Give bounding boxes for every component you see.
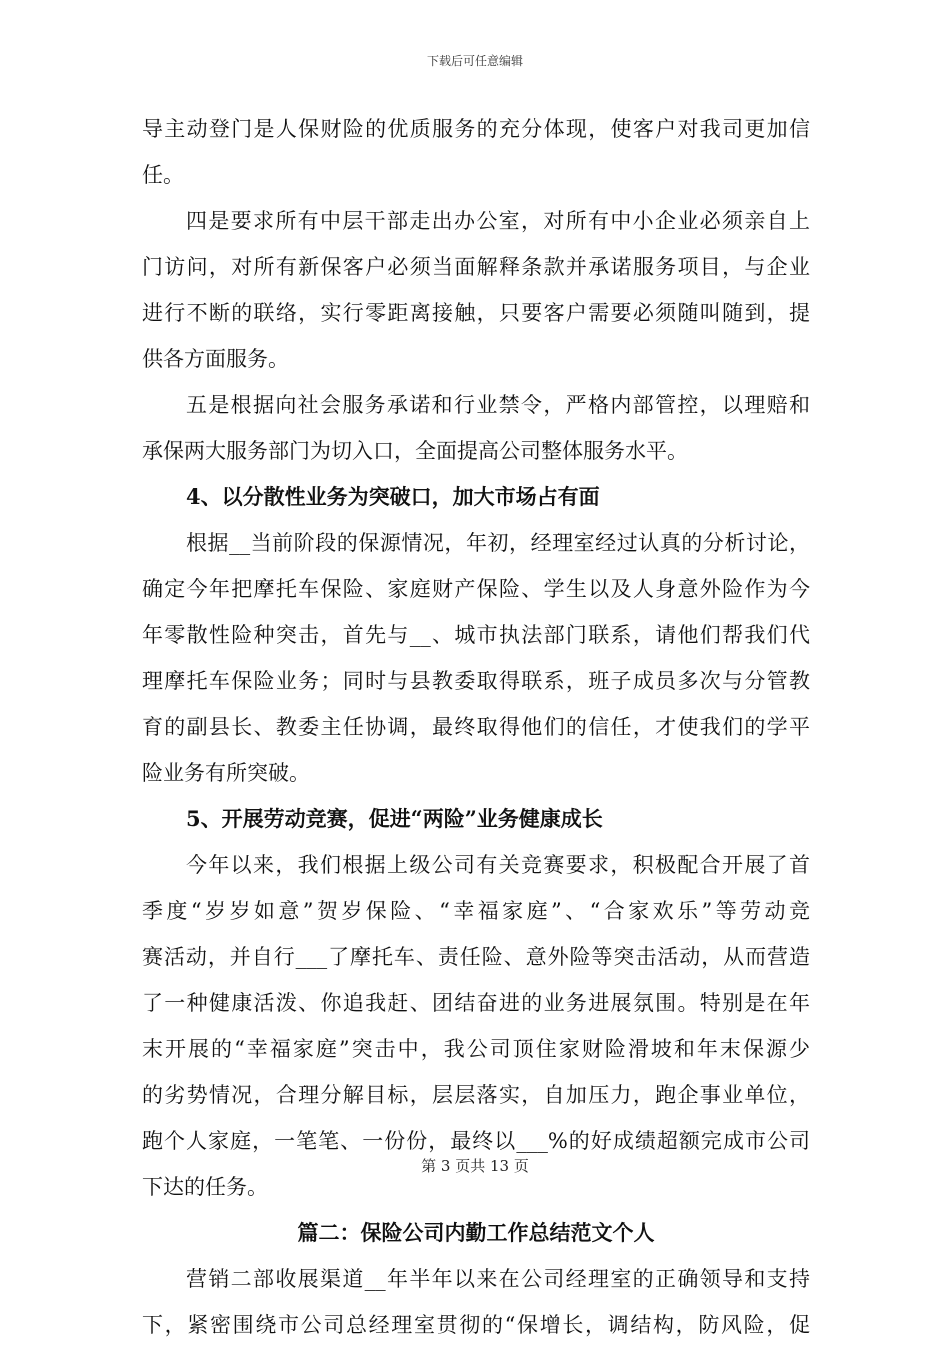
paragraph-line: 门访问，对所有新保客户必须当面解释条款并承诺服务项目，与企业 xyxy=(142,255,810,279)
paragraph-line: 任。 xyxy=(142,163,184,187)
paragraph-line: 四是要求所有中层干部走出办公室，对所有中小企业必须亲自上 xyxy=(186,209,810,233)
paragraph-line: 承保两大服务部门为切入口，全面提高公司整体服务水平。 xyxy=(142,439,688,463)
paragraph-line: 根据__当前阶段的保源情况，年初，经理室经过认真的分析讨论， xyxy=(186,531,810,555)
paragraph-line: 确定今年把摩托车保险、家庭财产保险、学生以及人身意外险作为今 xyxy=(142,577,810,601)
paragraph-line: 了一种健康活泼、你追我赶、团结奋进的业务进展氛围。特别是在年 xyxy=(142,991,810,1015)
section-heading: 4、以分散性业务为突破口，加大市场占有面 xyxy=(186,484,600,509)
header-note: 下载后可任意编辑 xyxy=(426,54,523,68)
paragraph-line: 育的副县长、教委主任协调，最终取得他们的信任，才使我们的学平 xyxy=(142,715,810,739)
paragraph-line: 跑个人家庭，一笔笔、一份份，最终以___%的好成绩超额完成市公司 xyxy=(142,1129,810,1153)
paragraph-line: 五是根据向社会服务承诺和行业禁令，严格内部管控，以理赔和 xyxy=(186,393,810,417)
paragraph-line: 进行不断的联络，实行零距离接触，只要客户需要必须随叫随到，提 xyxy=(142,301,810,325)
page-number: 第 3 页共 13 页 xyxy=(421,1157,529,1175)
paragraph-line: 导主动登门是人保财险的优质服务的充分体现，使客户对我司更加信 xyxy=(142,117,810,141)
paragraph-line: 的劣势情况，合理分解目标，层层落实，自加压力，跑企事业单位， xyxy=(142,1083,810,1107)
paragraph-line: 末开展的“幸福家庭”突击中，我公司顶住家财险滑坡和年末保源少 xyxy=(142,1037,810,1061)
paragraph-line: 理摩托车保险业务；同时与县教委取得联系，班子成员多次与分管教 xyxy=(142,669,810,693)
paragraph-line: 营销二部收展渠道__年半年以来在公司经理室的正确领导和支持 xyxy=(186,1267,810,1291)
paragraph-line: 年零散性险种突击，首先与__、城市执法部门联系，请他们帮我们代 xyxy=(142,623,810,647)
chapter-title: 篇二：保险公司内勤工作总结范文个人 xyxy=(297,1220,655,1245)
paragraph-line: 下达的任务。 xyxy=(142,1175,268,1199)
paragraph-line: 供各方面服务。 xyxy=(142,347,289,371)
paragraph-line: 险业务有所突破。 xyxy=(142,761,310,785)
paragraph-line: 今年以来，我们根据上级公司有关竞赛要求，积极配合开展了首 xyxy=(186,853,810,877)
paragraph-line: 下，紧密围绕市公司总经理室贯彻的“保增长，调结构，防风险，促 xyxy=(142,1313,810,1337)
paragraph-line: 季度“岁岁如意”贺岁保险、“幸福家庭”、“合家欢乐”等劳动竞 xyxy=(142,899,810,923)
paragraph-line: 赛活动，并自行___了摩托车、责任险、意外险等突击活动，从而营造 xyxy=(142,945,810,969)
section-heading: 5、开展劳动竞赛，促进“两险”业务健康成长 xyxy=(186,806,603,831)
